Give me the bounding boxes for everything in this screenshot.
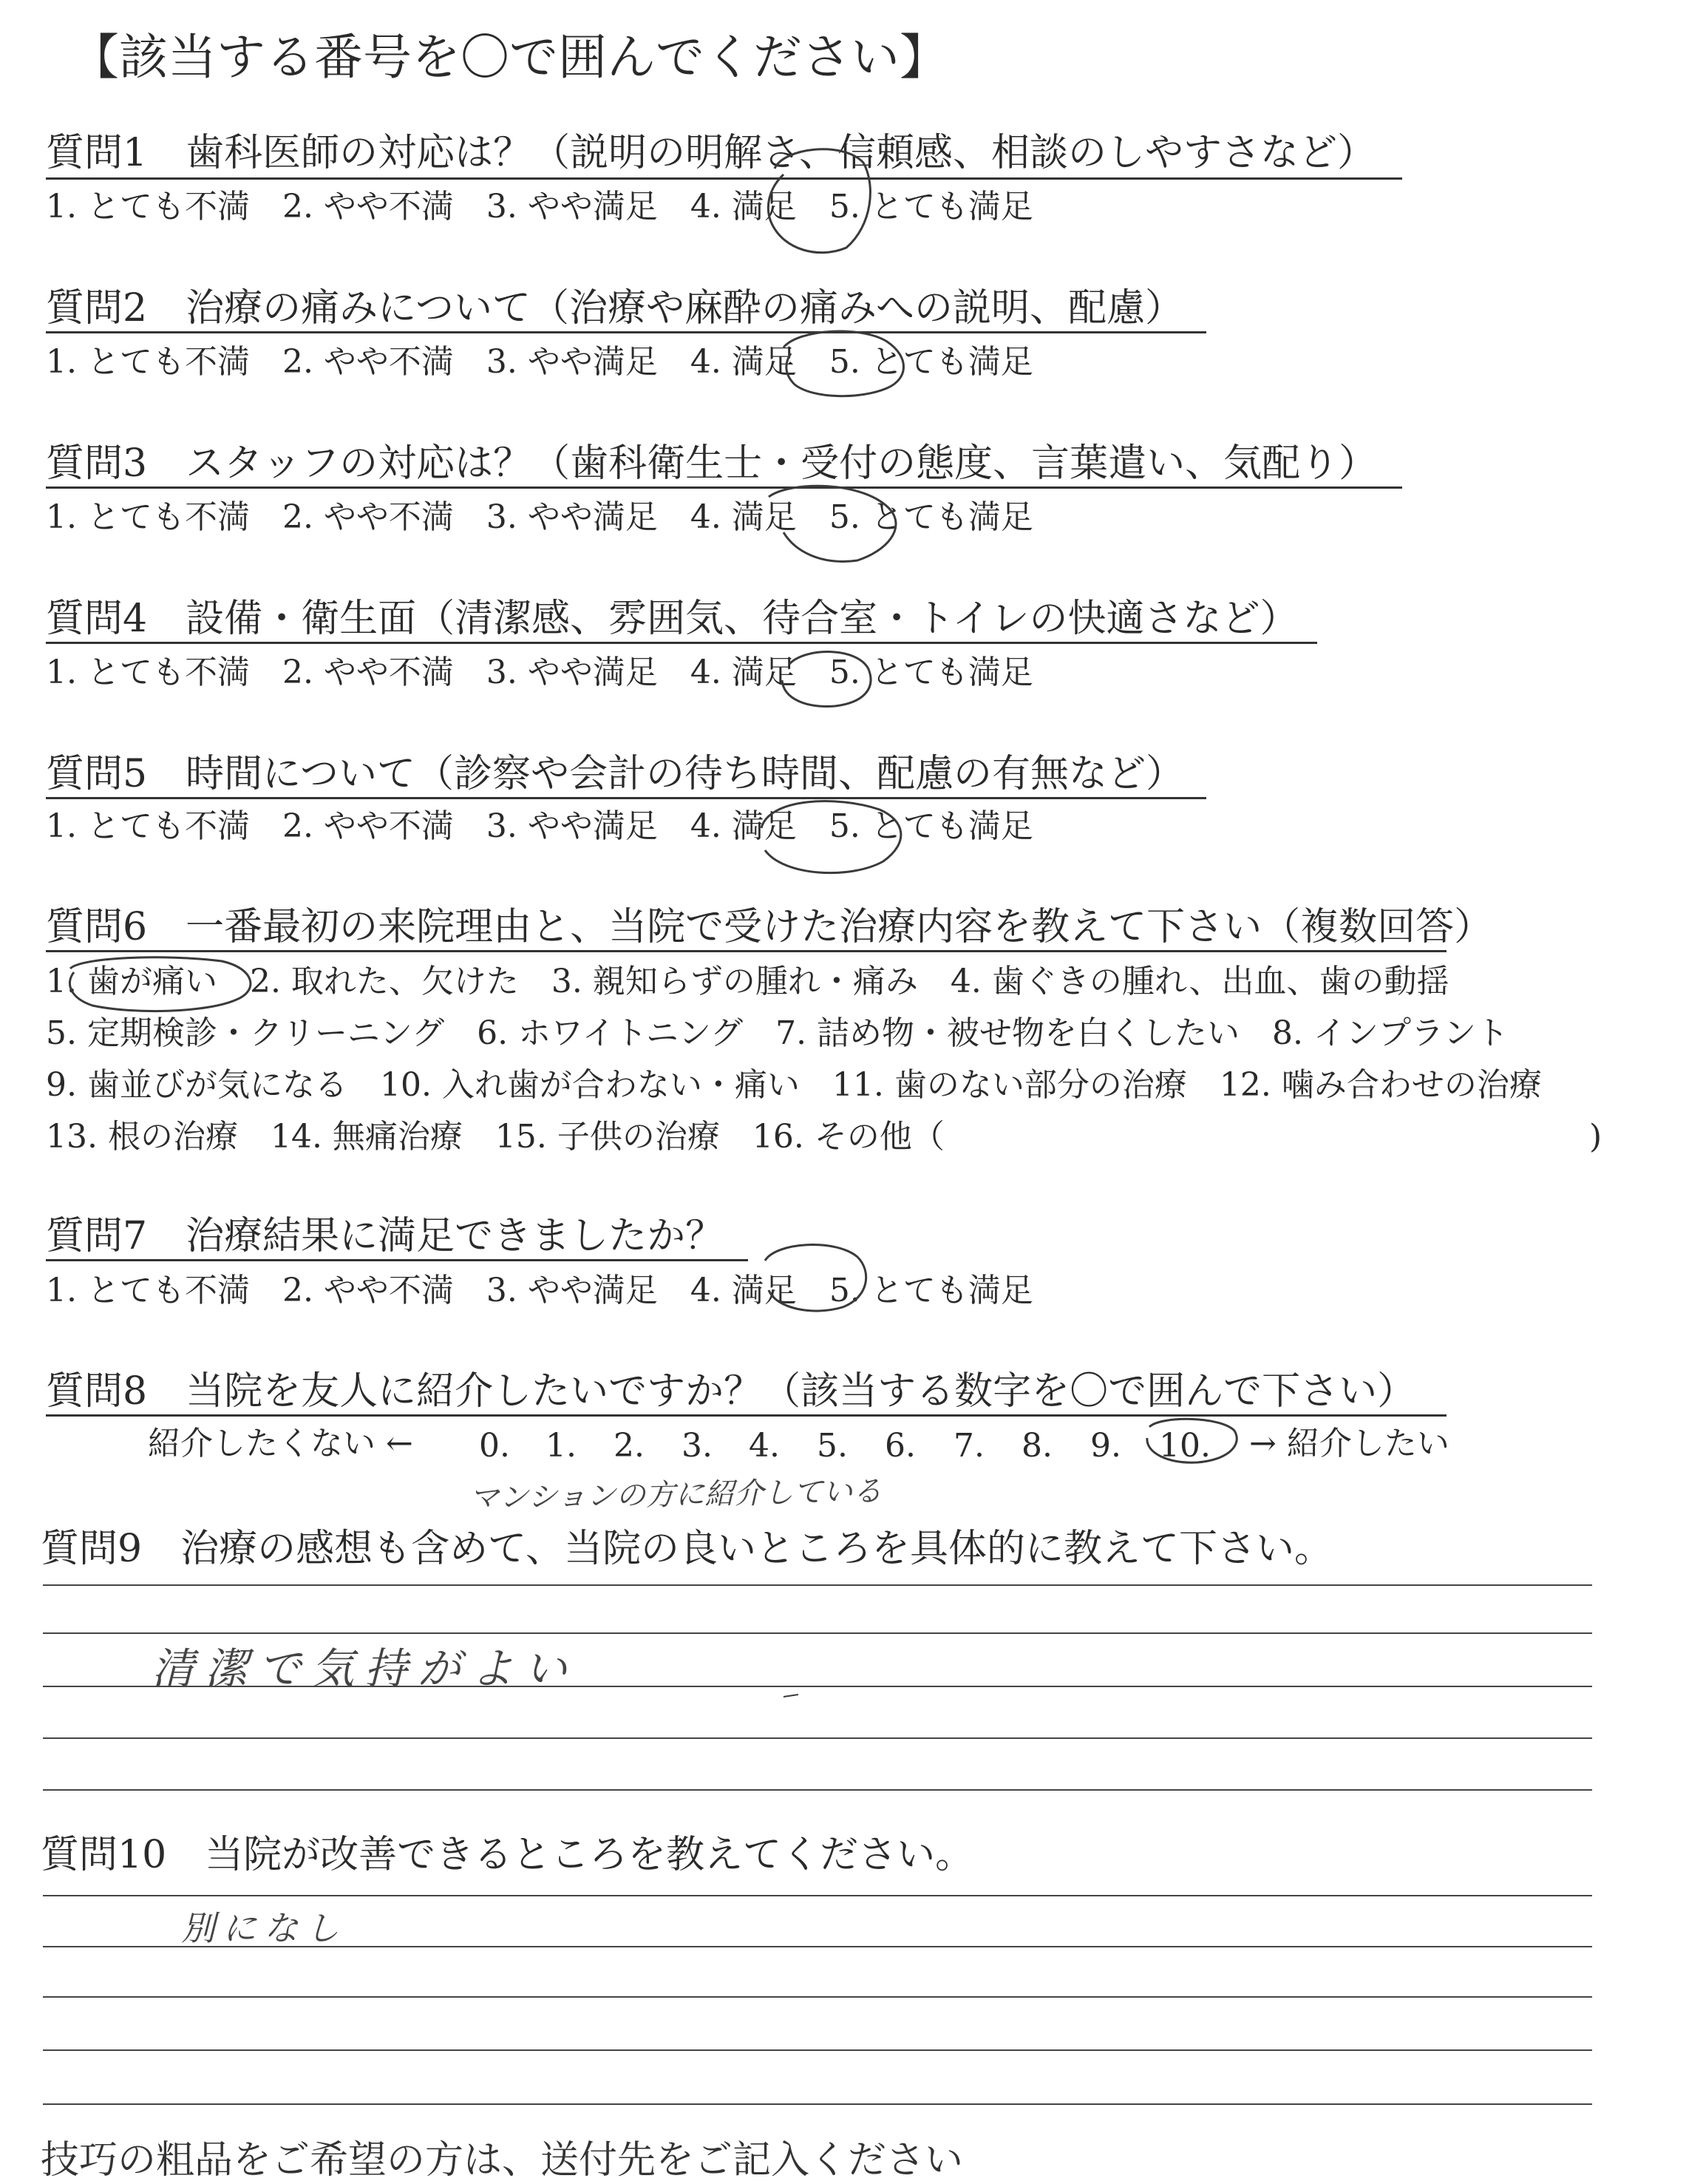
answer-line <box>43 1737 1592 1739</box>
scale-2[interactable]: 2. <box>613 1427 645 1465</box>
question-2-label: 質問2 治療の痛みについて（治療や麻酔の痛みへの説明、配慮） <box>46 286 1184 330</box>
scale-6[interactable]: 6. <box>885 1427 916 1465</box>
question-6-options-line-1[interactable]: 1. 歯が痛い 2. 取れた、欠けた 3. 親知らずの腫れ・痛み 4. 歯ぐきの腫れ、出血、歯の動揺 <box>46 963 1449 1000</box>
footer-text: 技巧の粗品をご希望の方は、送付先をご記入ください <box>41 2138 964 2183</box>
question-5-options[interactable]: 1. とても不満 2. やや不満 3. やや満足 4. 満足 5. とても満足 <box>46 807 1033 845</box>
q9-answer-line-under-handwriting <box>783 1695 798 1697</box>
scale-0[interactable]: 0. <box>479 1427 510 1465</box>
question-8-scale-left: 紹介したくない ← <box>148 1425 413 1462</box>
question-1-underline <box>46 177 1402 180</box>
question-1-options[interactable]: 1. とても不満 2. やや不満 3. やや満足 4. 満足 5. とても満足 <box>46 188 1033 225</box>
question-5-underline <box>46 797 1206 799</box>
question-9-label: 質問9 治療の感想も含めて、当院の良いところを具体的に教えて下さい。 <box>41 1527 1333 1571</box>
question-7-label: 質問7 治療結果に満足できましたか？ <box>46 1214 724 1258</box>
question-8-label: 質問8 当院を友人に紹介したいですか？（該当する数字を〇で囲んで下さい） <box>46 1369 1416 1414</box>
page-title: 【該当する番号を〇で囲んでください】 <box>70 29 948 86</box>
question-7-underline <box>46 1259 748 1261</box>
question-6-options-line-3[interactable]: 9. 歯並びが気になる 10. 入れ歯が合わない・痛い 11. 歯のない部分の治療 12. 噛み合わせの治療 <box>46 1066 1542 1104</box>
question-1-label: 質問1 歯科医師の対応は？（説明の明解さ、信頼感、相談のしやすさなど） <box>46 131 1376 175</box>
question-8-handwritten-note: マンションの方に紹介している <box>469 1474 883 1516</box>
answer-line <box>43 2103 1592 2105</box>
question-8-scale-right: → 紹介したい <box>1249 1425 1449 1462</box>
answer-line <box>43 2049 1592 2051</box>
footer-cutoff-line <box>0 2133 1703 2183</box>
question-6-other-close-paren: ) <box>1589 1118 1602 1156</box>
answer-line <box>43 1996 1592 1998</box>
answer-line <box>43 1584 1592 1586</box>
scale-5[interactable]: 5. <box>817 1427 848 1465</box>
question-9-handwritten-answer: 清潔で気持がよい <box>152 1644 578 1694</box>
scale-4[interactable]: 4. <box>749 1427 780 1465</box>
question-6-options-line-2[interactable]: 5. 定期検診・クリーニング 6. ホワイトニング 7. 詰め物・被せ物を白くしたい 8. インプラント <box>46 1014 1509 1052</box>
question-2-underline <box>46 331 1206 333</box>
question-3-label: 質問3 スタッフの対応は？（歯科衛生士・受付の態度、言葉遣い、気配り） <box>46 441 1378 486</box>
question-3-underline <box>46 486 1402 489</box>
scale-9[interactable]: 9. <box>1090 1427 1121 1465</box>
answer-line <box>43 1895 1592 1896</box>
question-5-label: 質問5 時間について（診察や会計の待ち時間、配慮の有無など） <box>46 752 1185 796</box>
question-7-options[interactable]: 1. とても不満 2. やや不満 3. やや満足 4. 満足 5. とても満足 <box>46 1272 1033 1309</box>
scale-3[interactable]: 3. <box>681 1427 713 1465</box>
answer-line <box>43 1789 1592 1791</box>
scale-1[interactable]: 1. <box>545 1427 577 1465</box>
question-10-label: 質問10 当院が改善できるところを教えてください。 <box>41 1833 974 1877</box>
scale-7[interactable]: 7. <box>954 1427 985 1465</box>
question-4-underline <box>46 642 1317 644</box>
question-6-label: 質問6 一番最初の来院理由と、当院で受けた治療内容を教えて下さい（複数回答） <box>46 905 1493 949</box>
question-8-underline <box>46 1414 1447 1417</box>
scale-10[interactable]: 10. <box>1159 1427 1211 1465</box>
question-6-underline <box>46 950 1447 952</box>
question-6-options-line-4[interactable]: 13. 根の治療 14. 無痛治療 15. 子供の治療 16. その他（ <box>46 1118 945 1156</box>
question-2-options[interactable]: 1. とても不満 2. やや不満 3. やや満足 4. 満足 5. とても満足 <box>46 343 1033 381</box>
question-10-handwritten-answer: 別になし <box>181 1908 347 1948</box>
question-4-label: 質問4 設備・衛生面（清潔感、雰囲気、待合室・トイレの快適さなど） <box>46 597 1299 641</box>
scale-8[interactable]: 8. <box>1022 1427 1053 1465</box>
question-4-options[interactable]: 1. とても不満 2. やや不満 3. やや満足 4. 満足 5. とても満足 <box>46 654 1033 691</box>
question-3-options[interactable]: 1. とても不満 2. やや不満 3. やや満足 4. 満足 5. とても満足 <box>46 498 1033 536</box>
